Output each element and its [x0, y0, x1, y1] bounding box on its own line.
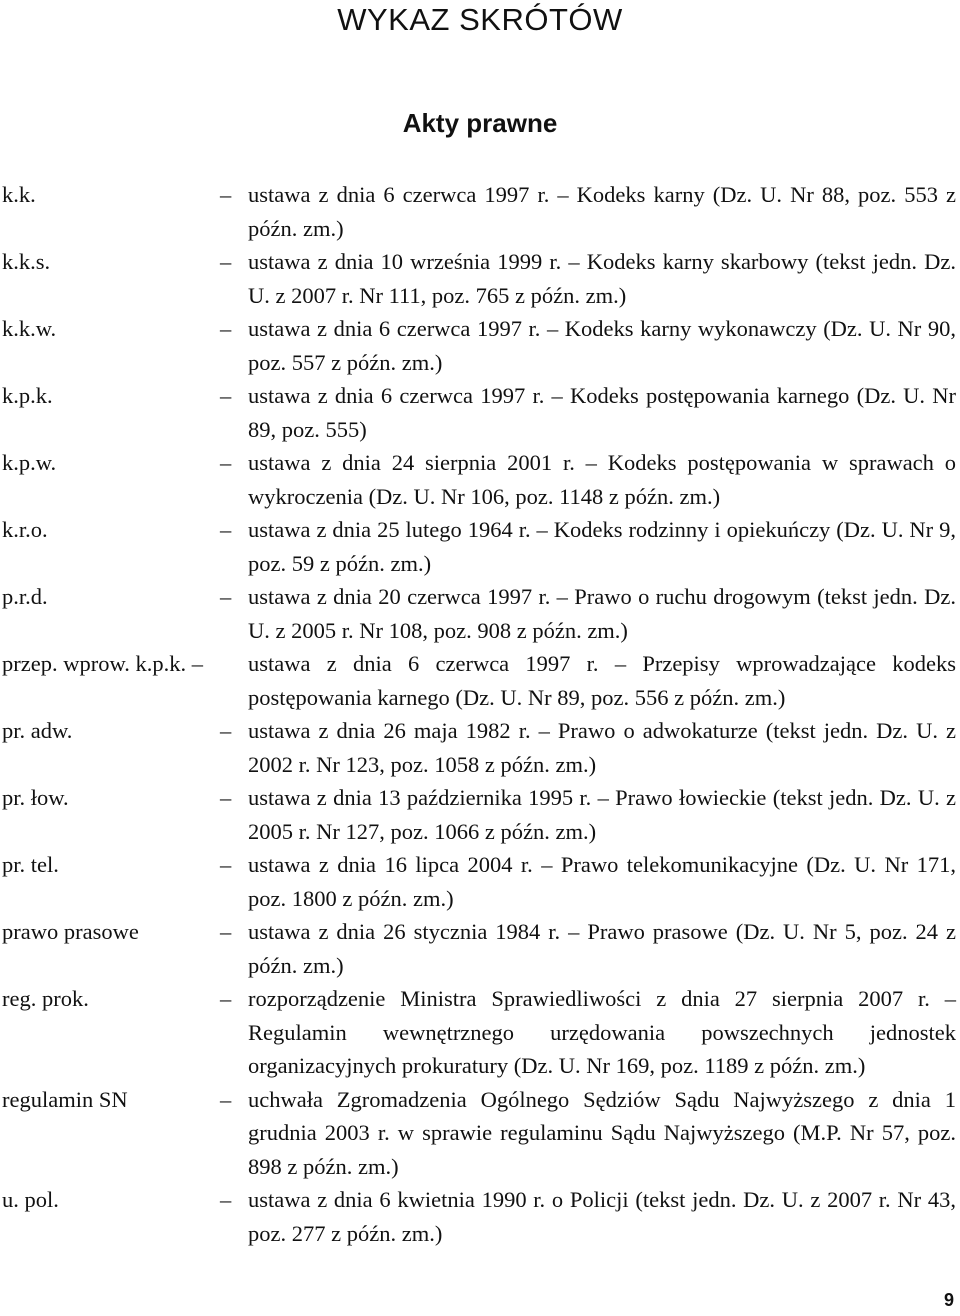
abbreviation-list	[2, 178, 958, 1250]
abbreviation: pr. adw.	[2, 718, 73, 743]
abbreviation: pr. tel.	[2, 852, 59, 877]
list-item	[2, 848, 958, 915]
dash-separator: –	[220, 785, 232, 810]
abbreviation: k.k.w.	[2, 316, 57, 341]
abbreviation: prawo prasowe	[2, 919, 139, 944]
section-heading: Akty prawne	[402, 108, 558, 138]
dash-separator: –	[220, 584, 232, 609]
abbreviation: u. pol.	[2, 1187, 59, 1212]
dash-separator: –	[220, 249, 232, 274]
dash-separator: –	[220, 517, 232, 542]
definition: uchwała Zgromadzenia Ogólnego Sędziów Sądu Najwyższego z dnia 1 grudnia 2003 r. w sprawie regulaminu Sądu Najwyższego (M.P. Nr 57, poz. 898 z późn. zm.)	[248, 1086, 956, 1179]
dash-separator: –	[220, 383, 232, 408]
dash-separator: –	[220, 852, 232, 877]
list-item	[2, 446, 958, 513]
abbreviation: k.r.o.	[2, 517, 48, 542]
definition: ustawa z dnia 6 czerwca 1997 r. – Przepisy wprowadzające kodeks postępowania karnego (Dz. U. Nr 89, poz. 556 z późn. zm.)	[248, 651, 956, 710]
page-number: 9	[943, 1290, 954, 1310]
list-item	[2, 647, 958, 714]
dash-separator: –	[220, 986, 232, 1011]
definition: rozporządzenie Ministra Sprawiedliwości z dnia 27 sierpnia 2007 r. – Regulamin wewnętrznego urzędowania powszechnych jednostek organizacyjnych prokuratury (Dz. U. Nr 169, poz. 1189 z późn. zm.)	[248, 986, 956, 1078]
abbreviation: pr. łow.	[2, 785, 69, 810]
list-item	[2, 714, 958, 781]
abbreviation: regulamin SN	[2, 1086, 128, 1112]
list-item	[2, 379, 958, 446]
definition: ustawa z dnia 25 lutego 1964 r. – Kodeks rodzinny i opiekuńczy (Dz. U. Nr 9, poz. 59 z późn. zm.)	[248, 517, 956, 576]
definition: ustawa z dnia 10 września 1999 r. – Kodeks karny skarbowy (tekst jedn. Dz. U. z 2007 r. Nr 111, poz. 765 z późn. zm.)	[248, 249, 956, 308]
definition: ustawa z dnia 20 czerwca 1997 r. – Prawo o ruchu drogowym (tekst jedn. Dz. U. z 2005 r. Nr 108, poz. 908 z późn. zm.)	[248, 584, 956, 643]
page-title: WYKAZ SKRÓTÓW	[337, 2, 623, 37]
definition: ustawa z dnia 6 kwietnia 1990 r. o Policji (tekst jedn. Dz. U. z 2007 r. Nr 43, poz. 277 z późn. zm.)	[248, 1187, 956, 1246]
definition: ustawa z dnia 6 czerwca 1997 r. – Kodeks karny (Dz. U. Nr 88, poz. 553 z późn. zm.)	[248, 182, 956, 241]
list-item	[2, 915, 958, 982]
definition: ustawa z dnia 24 sierpnia 2001 r. – Kodeks postępowania w sprawach o wykroczenia (Dz. U. Nr 106, poz. 1148 z późn. zm.)	[248, 450, 956, 509]
definition: ustawa z dnia 13 października 1995 r. – Prawo łowieckie (tekst jedn. Dz. U. z 2005 r. Nr 127, poz. 1066 z późn. zm.)	[248, 785, 956, 844]
list-item	[2, 513, 958, 580]
list-item	[2, 312, 958, 379]
abbreviation: przep. wprow. k.p.k. –	[2, 651, 203, 676]
definition: ustawa z dnia 6 czerwca 1997 r. – Kodeks postępowania karnego (Dz. U. Nr 89, poz. 555)	[248, 383, 956, 442]
definition: ustawa z dnia 16 lipca 2004 r. – Prawo telekomunikacyjne (Dz. U. Nr 171, poz. 1800 z późn. zm.)	[248, 852, 956, 911]
abbreviation: k.p.k.	[2, 383, 53, 408]
list-item	[2, 245, 958, 312]
list-item	[2, 1083, 958, 1184]
abbreviation: k.k.	[2, 182, 36, 207]
list-item	[2, 178, 958, 245]
definition: ustawa z dnia 26 stycznia 1984 r. – Prawo prasowe (Dz. U. Nr 5, poz. 24 z późn. zm.)	[248, 919, 956, 978]
dash-separator: –	[220, 1187, 232, 1212]
list-item	[2, 580, 958, 647]
dash-separator: –	[220, 1086, 232, 1112]
list-item	[2, 781, 958, 848]
dash-separator: –	[220, 316, 232, 341]
definition: ustawa z dnia 26 maja 1982 r. – Prawo o adwokaturze (tekst jedn. Dz. U. z 2002 r. Nr 123, poz. 1058 z późn. zm.)	[248, 718, 956, 777]
list-item	[2, 982, 958, 1083]
abbreviation: p.r.d.	[2, 584, 48, 609]
dash-separator: –	[220, 182, 232, 207]
abbreviation: k.p.w.	[2, 450, 57, 475]
abbreviation: reg. prok.	[2, 986, 89, 1011]
abbreviation: k.k.s.	[2, 249, 51, 274]
dash-separator: –	[220, 919, 232, 944]
definition: ustawa z dnia 6 czerwca 1997 r. – Kodeks karny wykonawczy (Dz. U. Nr 90, poz. 557 z późn. zm.)	[248, 316, 956, 375]
dash-separator: –	[220, 450, 232, 475]
list-item	[2, 1183, 958, 1250]
dash-separator: –	[220, 718, 232, 743]
